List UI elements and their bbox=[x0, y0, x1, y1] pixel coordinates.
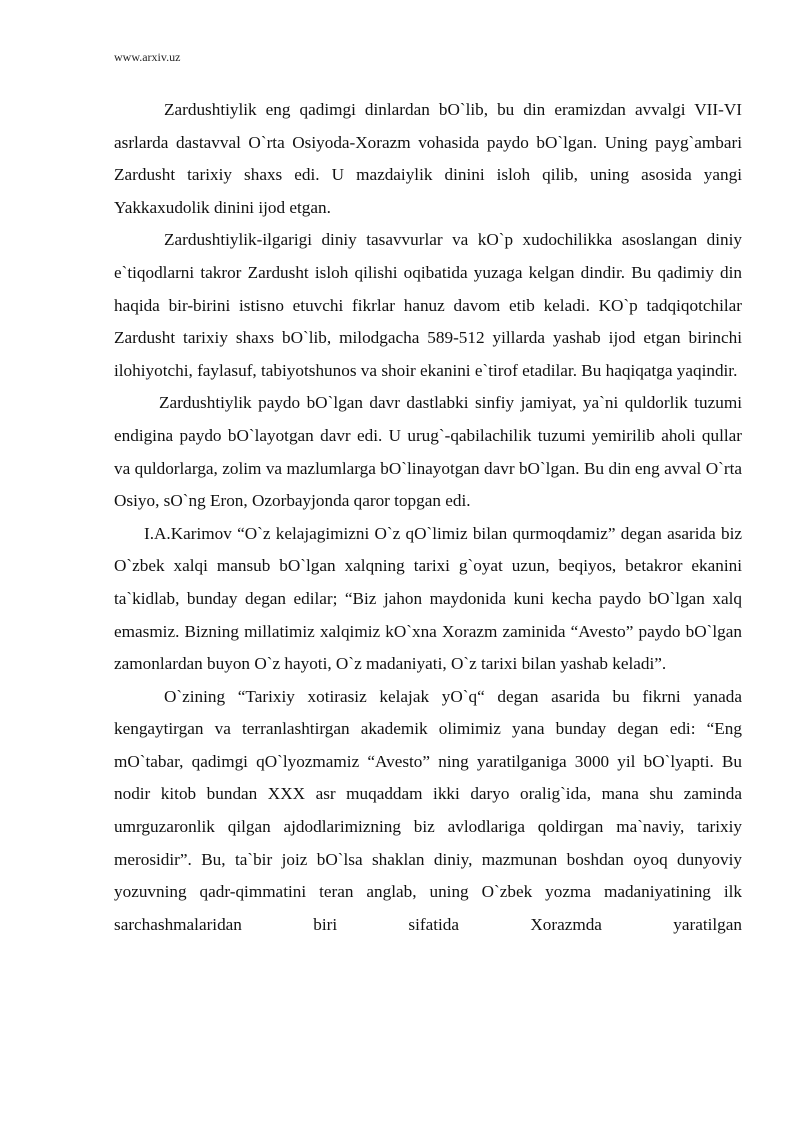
paragraph-4: I.A.Karimov “O`z kelajagimizni O`z qO`limiz bilan qurmoqdamiz” degan asarida biz O`zbek xalqi mansub bO`lgan xalqning tarixi g`oyat uzun, beqiyos, betakror ekanini ta`kidlab, bunday degan edilar; “Biz jahon maydonida kuni kecha paydo bO`lgan xalq emasmiz. Bizning millatimiz xalqimiz kO`xna Xorazm zaminida “Avesto” paydo bO`lgan zamonlardan buyon O`z hayoti, O`z madaniyati, O`z tarixi bilan yashab keladi”. bbox=[114, 523, 742, 674]
paragraph-5: O`zining “Tarixiy xotirasiz kelajak yO`q“ degan asarida bu fikrni yanada kengaytirgan va terranlashtirgan akademik olimimiz yana bunday degan edi: “Eng mO`tabar, qadimgi qO`lyozmamiz “Avesto” ning yaratilganiga 3000 yil bO`lyapti. Bu nodir kitob bundan XXX asr muqaddam ikki daryo oralig`ida, mana shu zaminda umrguzaronlik qilgan ajdodlarimizning biz avlodlariga qoldirgan ma`naviy, tarixiy merosidir”. Bu, ta`bir joiz bO`lsa shaklan diniy, mazmunan boshdan oyoq dunyoviy yozuvning qadr-qimmatini teran anglab, uning O`zbek yozma madaniyatining ilk sarchashmalaridan biri sifatida Xorazmda yaratilgan bbox=[114, 686, 742, 934]
paragraph-3: Zardushtiylik paydo bO`lgan davr dastlabki sinfiy jamiyat, ya`ni quldorlik tuzumi endigina paydo bO`layotgan davr edi. U urug`-qabilachilik tuzumi yemirilib aholi qullar va quldorlarga, zolim va mazlumlarga bO`linayotgan davr bO`lgan. Bu din eng avval O`rta Osiyo, sO`ng Eron, Ozorbayjonda qaror topgan edi. bbox=[114, 393, 742, 511]
document-body bbox=[114, 94, 742, 941]
source-url: www.arxiv.uz bbox=[114, 50, 181, 64]
paragraph-2: Zardushtiylik-ilgarigi diniy tasavvurlar va kO`p xudochilikka asoslangan diniy e`tiqodlarni takror Zardusht isloh qilishi oqibatida yuzaga kelgan dindir. Bu qadimiy din haqida bir-birini istisno etuvchi fikrlar hanuz davom etib keladi. KO`p tadqiqotchilar Zardusht tarixiy shaxs bO`lib, milodgacha 589-512 yillarda yashab ijod etgan birinchi ilohiyotchi, faylasuf, tabiyotshunos va shoir ekanini e`tirof etadilar. Bu haqiqatga yaqindir. bbox=[114, 230, 742, 380]
paragraph-1: Zardushtiylik eng qadimgi dinlardan bO`lib, bu din eramizdan avvalgi VII-VI asrlarda dastavval O`rta Osiyoda-Xorazm vohasida paydo bO`lgan. Uning payg`ambari Zardusht tarixiy shaxs edi. U mazdaiylik dinini isloh qilib, uning asosida yangi Yakkaxudolik dinini ijod etgan. bbox=[114, 100, 742, 217]
